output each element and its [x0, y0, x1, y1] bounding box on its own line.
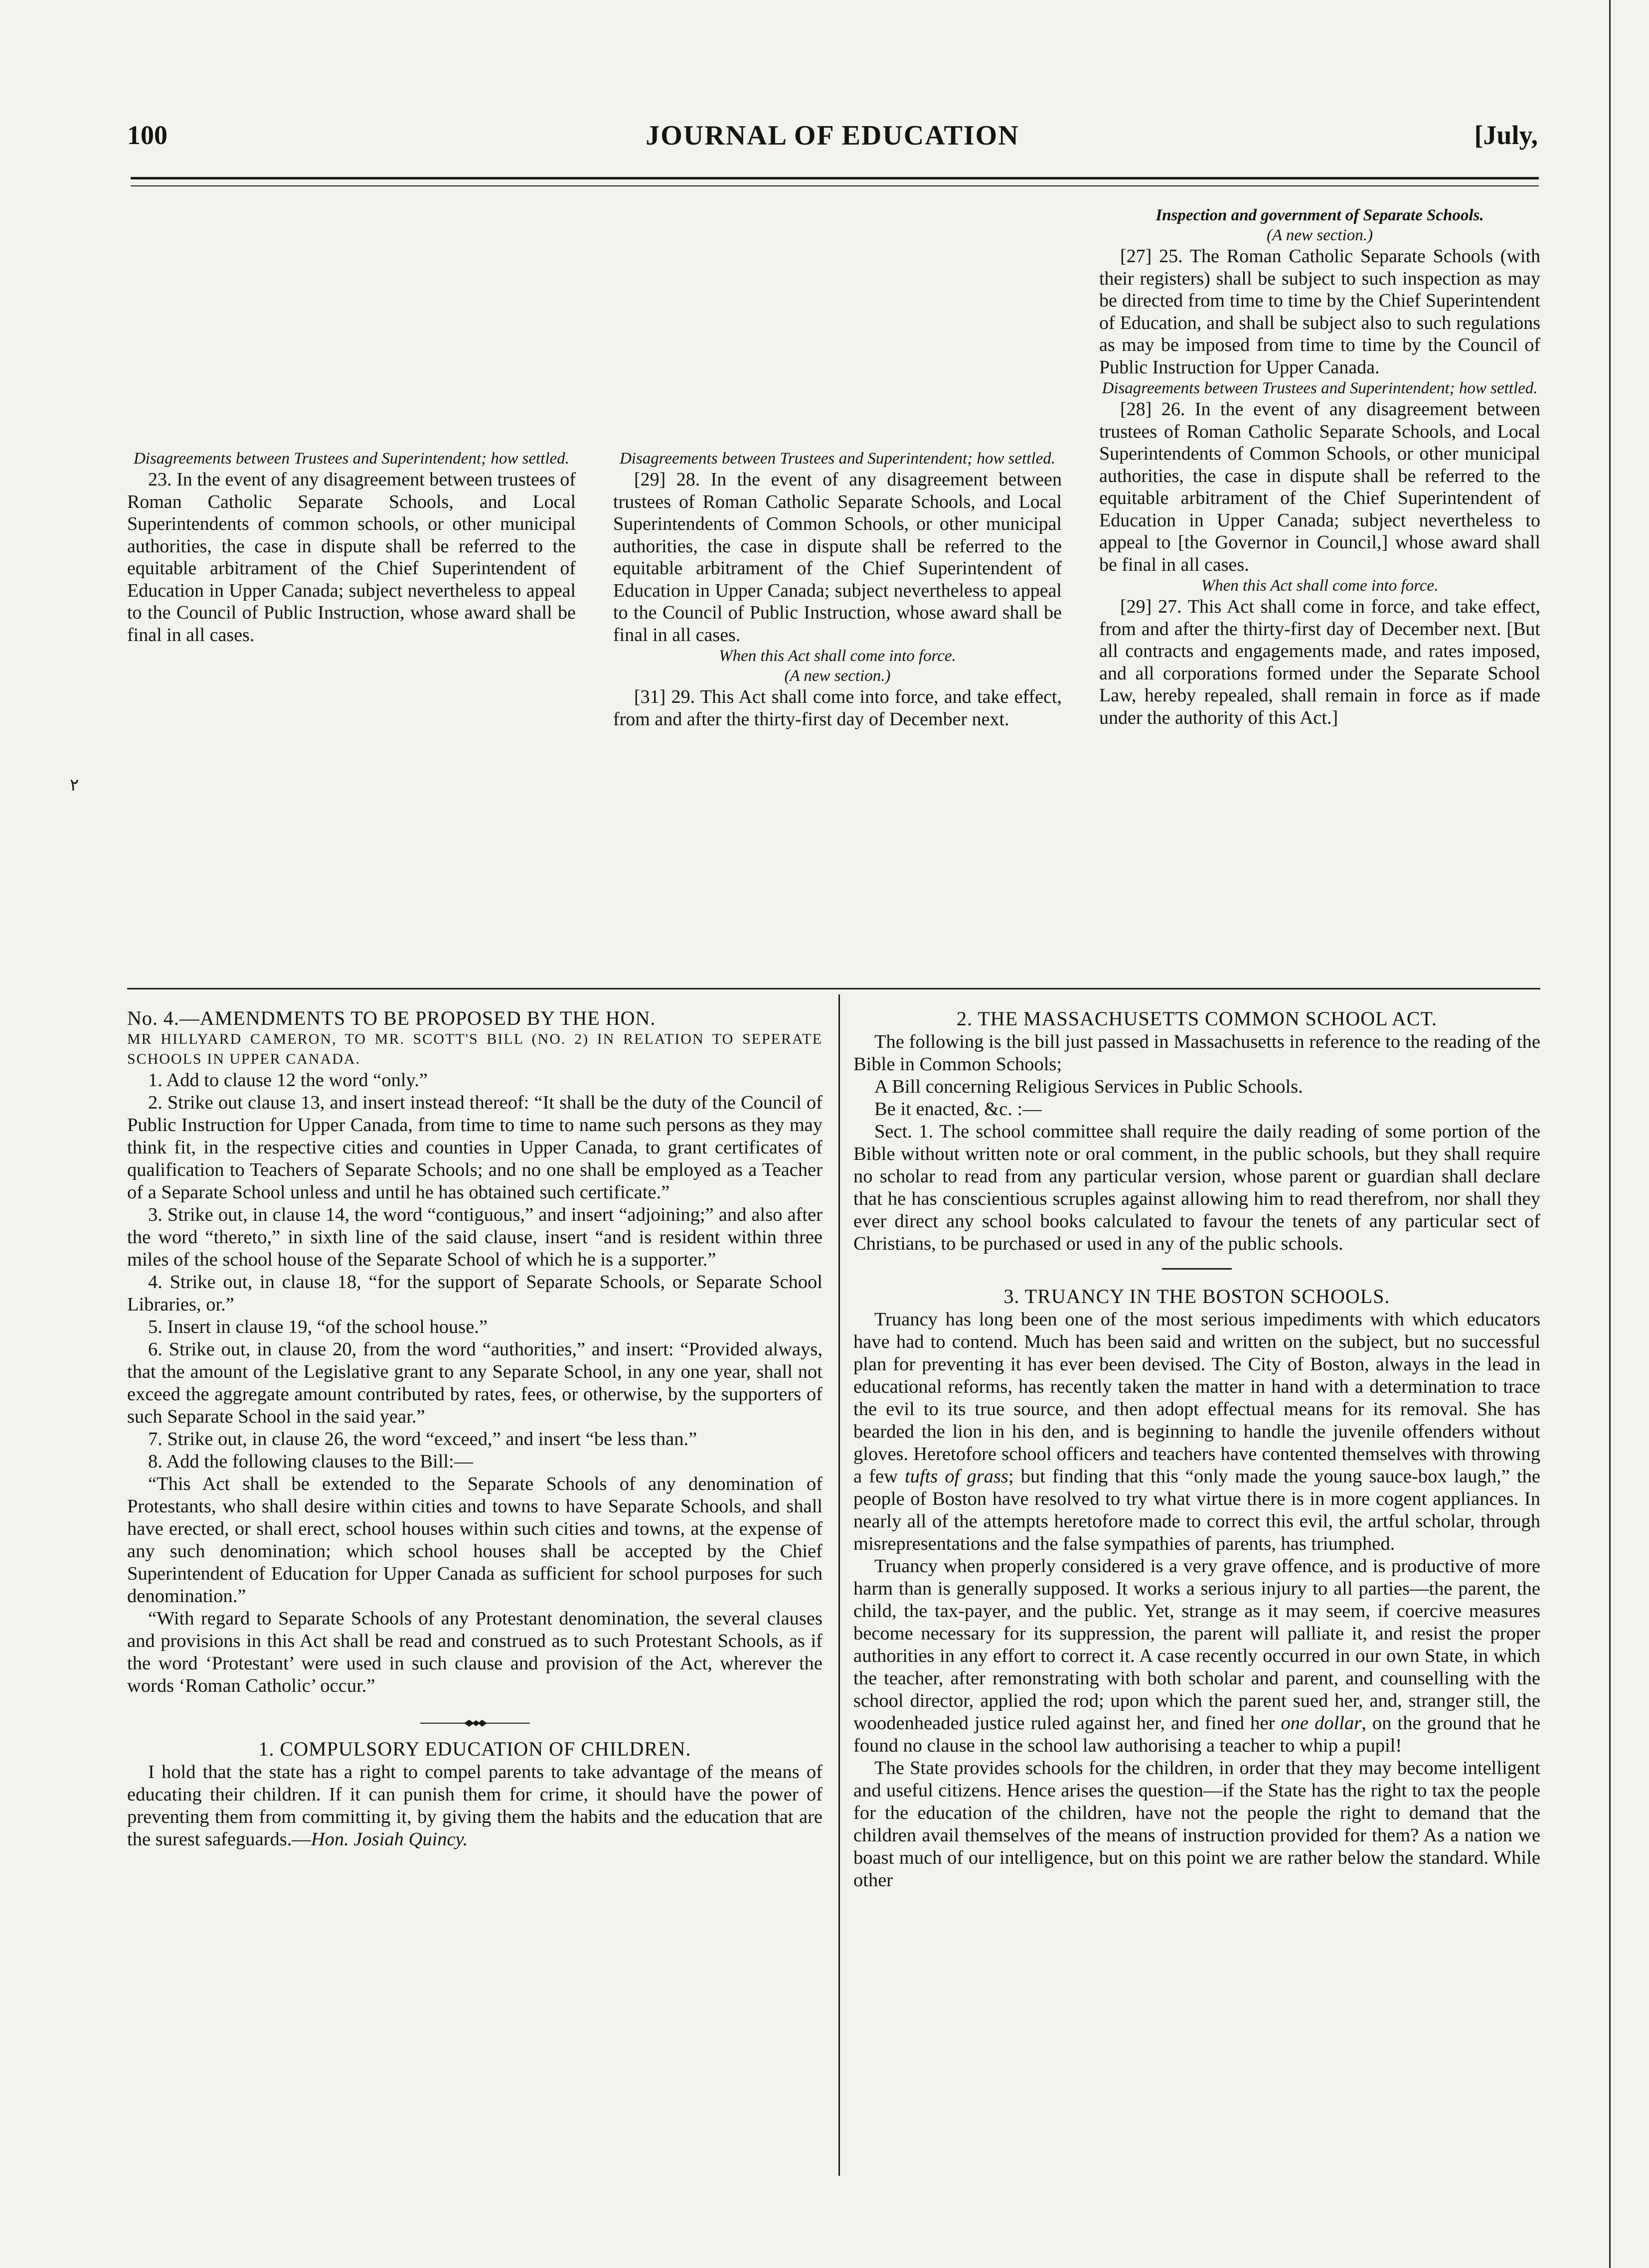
paragraph: [29] 28. In the event of any disagreement between trustees of Roman Catholic Separate Schools, and Local Superintendents of Common Schools, or other municipal authorities, the case in dispute shall be referred to the equitable arbitrament of the Chief Superintendent of Education in Upper Canada; subject nevertheless to appeal to the Council of Public Instruction, whose award shall be final in all cases. [613, 469, 1062, 646]
section-divider [127, 988, 1540, 989]
amendment-item: 4. Strike out, in clause 18, “for the support of Separate Schools, or Separate School Libraries, or.” [127, 1272, 823, 1315]
paragraph: [28] 26. In the event of any disagreement between trustees of Roman Catholic Separate Schools, and Local Superintendents of Common Schools, or other municipal authorities, the case in dispute shall be referred to the equitable arbitrament of the Chief Superintendent of Education in Upper Canada; subject nevertheless to appeal to [the Governor in Council,] whose award shall be final in all cases. [1099, 399, 1540, 575]
header-rule [131, 177, 1539, 179]
massachusetts-title: 2. THE MASSACHUSETTS COMMON SCHOOL ACT. [957, 1007, 1437, 1030]
compulsory-text: I hold that the state has a right to compel parents to take advantage of the means of educating their children. If it can punish them for crime, it should have the power of preventing them from committing it, by giving them the habits and the education that are the surest safeguards.— [127, 1762, 823, 1850]
paragraph: [27] 25. The Roman Catholic Separate Schools (with their registers) shall be subject to such inspection as may be directed from time to time by the Chief Superintendent of Education, and shall be subject also to such regulations as may be imposed from time to time by the Council of Public Instruction for Upper Canada. [1099, 246, 1540, 378]
truancy-title: 3. TRUANCY IN THE BOSTON SCHOOLS. [1003, 1285, 1390, 1307]
lower-left-column [127, 1007, 823, 1851]
amendment-item: 6. Strike out, in clause 20, from the word “authorities,” and insert: “Provided always, that the amount of the Legislative grant to any Separate School, in any one year, shall not exceed the aggregate amount contributed by rates, fees, or otherwise, by the supporters of such Separate School in the said year.” [127, 1339, 823, 1427]
text-run: ; but finding that this “only made the young sauce-box laugh,” the people of Boston have resolved to try what virtue there is in more cogent appliances. In nearly all of the attempts heretofore made to correct this evil, the artful scholar, through misrepresentations and the false sympathies of parents, has triumphed. [853, 1466, 1540, 1554]
section-heading: When this Act shall come into force. [1201, 577, 1439, 595]
amendment-item: 7. Strike out, in clause 26, the word “exceed,” and insert “be less than.” [148, 1429, 697, 1450]
amendment-item: 5. Insert in clause 19, “of the school house.” [148, 1316, 488, 1337]
paragraph: Sect. 1. The school committee shall require the daily reading of some portion of the Bible without written note or oral comment, in the public schools, but they shall require no scholar to read from any particular version, whose parent or guardian shall declare that he has conscientious scruples against allowing him to read therefrom, nor shall they ever direct any school books calculated to favour the tenets of any particular sect of Christians, to be purchased or used in any of the public schools. [853, 1121, 1540, 1254]
section-heading: Disagreements between Trustees and Superintendent; how settled. [619, 450, 1056, 468]
amendments-title: No. 4.—AMENDMENTS TO BE PROPOSED BY THE HON. [127, 1007, 656, 1029]
upper-column-1 [127, 449, 576, 646]
lower-right-column [853, 1007, 1540, 1892]
stray-mark: ٢ [70, 776, 79, 795]
paragraph: Be it enacted, &c. :— [874, 1099, 1042, 1120]
page-edge-line [1609, 0, 1611, 2268]
section-heading: Inspection and government of Separate Schools. [1155, 206, 1484, 224]
page-number: 100 [127, 120, 167, 150]
paragraph [853, 1308, 1540, 1555]
text-run: Truancy when properly considered is a very grave offence, and is productive of more harm than is generally supposed. It works a serious injury to all parties—the parent, the child, the tax-payer, and the public. Yet, strange as it may seem, if coercive measures become necessary for its suppression, the parent will palliate it, and resist the proper authorities in any effort to correct it. A case recently occurred in our own State, in which the teacher, after remonstrating with both scholar and parent, and counselling with the school director, applied the rod; upon which the parent sued her, and, stranger still, the woodenheaded justice ruled against her, and fined her [853, 1556, 1540, 1734]
ornament-divider [127, 1712, 823, 1724]
amendment-item: “This Act shall be extended to the Separate Schools of any denomination of Protestants, who shall desire within cities and towns to have Separate Schools, and shall have erected, or shall erect, school houses within such cities and towns, at the expense of any such denomination; which school houses shall be accepted by the Chief Superintendent of Education for Upper Canada as sufficient for school purposes for such denomination.” [127, 1473, 823, 1607]
text-run: Truancy has long been one of the most serious impediments with which educators have had to contend. Much has been said and written on the subject, but no successful plan for preventing it has ever been devised. The City of Boston, always in the lead in educational reforms, has recently taken the matter in hand with a determination to trace the evil to its true source, and then adopt effectual means for its removal. She has bearded the lion in his den, and is beginning to handle the juvenile offenders without gloves. Heretofore school officers and teachers have contented themselves with throwing a few [853, 1309, 1540, 1487]
amendment-item: 1. Add to clause 12 the word “only.” [148, 1070, 428, 1091]
attribution: Hon. Josiah Quincy. [311, 1829, 468, 1850]
column-divider [838, 994, 840, 2176]
upper-column-3 [1099, 205, 1540, 729]
section-heading: Disagreements between Trustees and Superintendent; how settled. [133, 450, 570, 468]
amendments-subtitle: MR HILLYARD CAMERON, TO MR. SCOTT'S BILL (NO. 2) IN RELATION TO SEPERATE SCHOOLS IN UPPER CANADA. [127, 1031, 823, 1067]
amendment-item: 2. Strike out clause 13, and insert instead thereof: “It shall be the duty of the Council of Public Instruction for Upper Canada, from time to time to name such persons as they may think fit, in the respective cities and counties in Upper Canada, to grant certificates of qualification to Teachers of Separate Schools; and no one shall be employed as a Teacher of a Separate School unless and until he has obtained such certificate.” [127, 1092, 823, 1203]
paragraph: [29] 27. This Act shall come in force, and take effect, from and after the thirty-first day of December next. [But all contracts and engagements made, and rates imposed, and all corporations formed under the Separate School Law, hereby repealed, shall remain in force as if made under the authority of this Act.] [1099, 596, 1540, 728]
italic-run: one dollar [1281, 1713, 1362, 1734]
italic-run: tufts of grass [905, 1466, 1008, 1487]
section-subheading: (A new section.) [1267, 226, 1373, 244]
amendment-item: 8. Add the following clauses to the Bill:— [148, 1451, 474, 1472]
amendment-item: “With regard to Separate Schools of any Protestant denomination, the several clauses and provisions in this Act shall be read and construed as to such Protestant Schools, as if the word ‘Protestant’ were used in such clause and provision of the Act, wherever the words ‘Roman Catholic’ occur.” [127, 1608, 823, 1696]
paragraph: 23. In the event of any disagreement between trustees of Roman Catholic Separate Schools, and Local Superintendents of common schools, or other municipal authorities, the case in dispute shall be referred to the equitable arbitrament of the Chief Superintendent of Education in Upper Canada; subject nevertheless to appeal to the Council of Public Instruction, whose award shall be final in all cases. [127, 469, 576, 646]
section-heading: When this Act shall come into force. [719, 647, 956, 665]
paragraph: The following is the bill just passed in Massachusetts in reference to the reading of the Bible in Common Schools; [853, 1031, 1540, 1075]
paragraph: A Bill concerning Religious Services in Public Schools. [874, 1076, 1303, 1097]
text-run: , on the ground that he found no clause in the school law authorising a teacher to whip a pupil! [853, 1713, 1540, 1756]
upper-column-2 [613, 449, 1062, 730]
short-divider [1162, 1268, 1232, 1270]
header-rule-thin [131, 185, 1539, 186]
issue-month: [July, [1474, 120, 1538, 150]
paragraph [853, 1555, 1540, 1757]
amendment-item: 3. Strike out, in clause 14, the word “contiguous,” and insert “adjoining;” and also after the word “thereto,” in sixth line of the said clause, insert “and is resident within three miles of the school house of the Separate School of which he is a supporter.” [127, 1204, 823, 1270]
journal-title: JOURNAL OF EDUCATION [646, 120, 1019, 151]
paragraph: The State provides schools for the children, in order that they may become intelligent and useful citizens. Hence arises the question—if the State has the right to tax the people for the education of the children, have not the people the right to demand that the children avail themselves of the means of instruction provided for them? As a nation we boast much of our intelligence, but on this point we are rather below the standard. While other [853, 1758, 1540, 1891]
section-heading: Disagreements between Trustees and Superintendent; how settled. [1102, 379, 1538, 397]
section-subheading: (A new section.) [784, 667, 891, 685]
page-header [127, 120, 1538, 164]
paragraph: [31] 29. This Act shall come into force, and take effect, from and after the thirty-first day of December next. [613, 686, 1062, 730]
compulsory-title: 1. COMPULSORY EDUCATION OF CHILDREN. [258, 1738, 691, 1760]
paragraph [127, 1761, 823, 1851]
